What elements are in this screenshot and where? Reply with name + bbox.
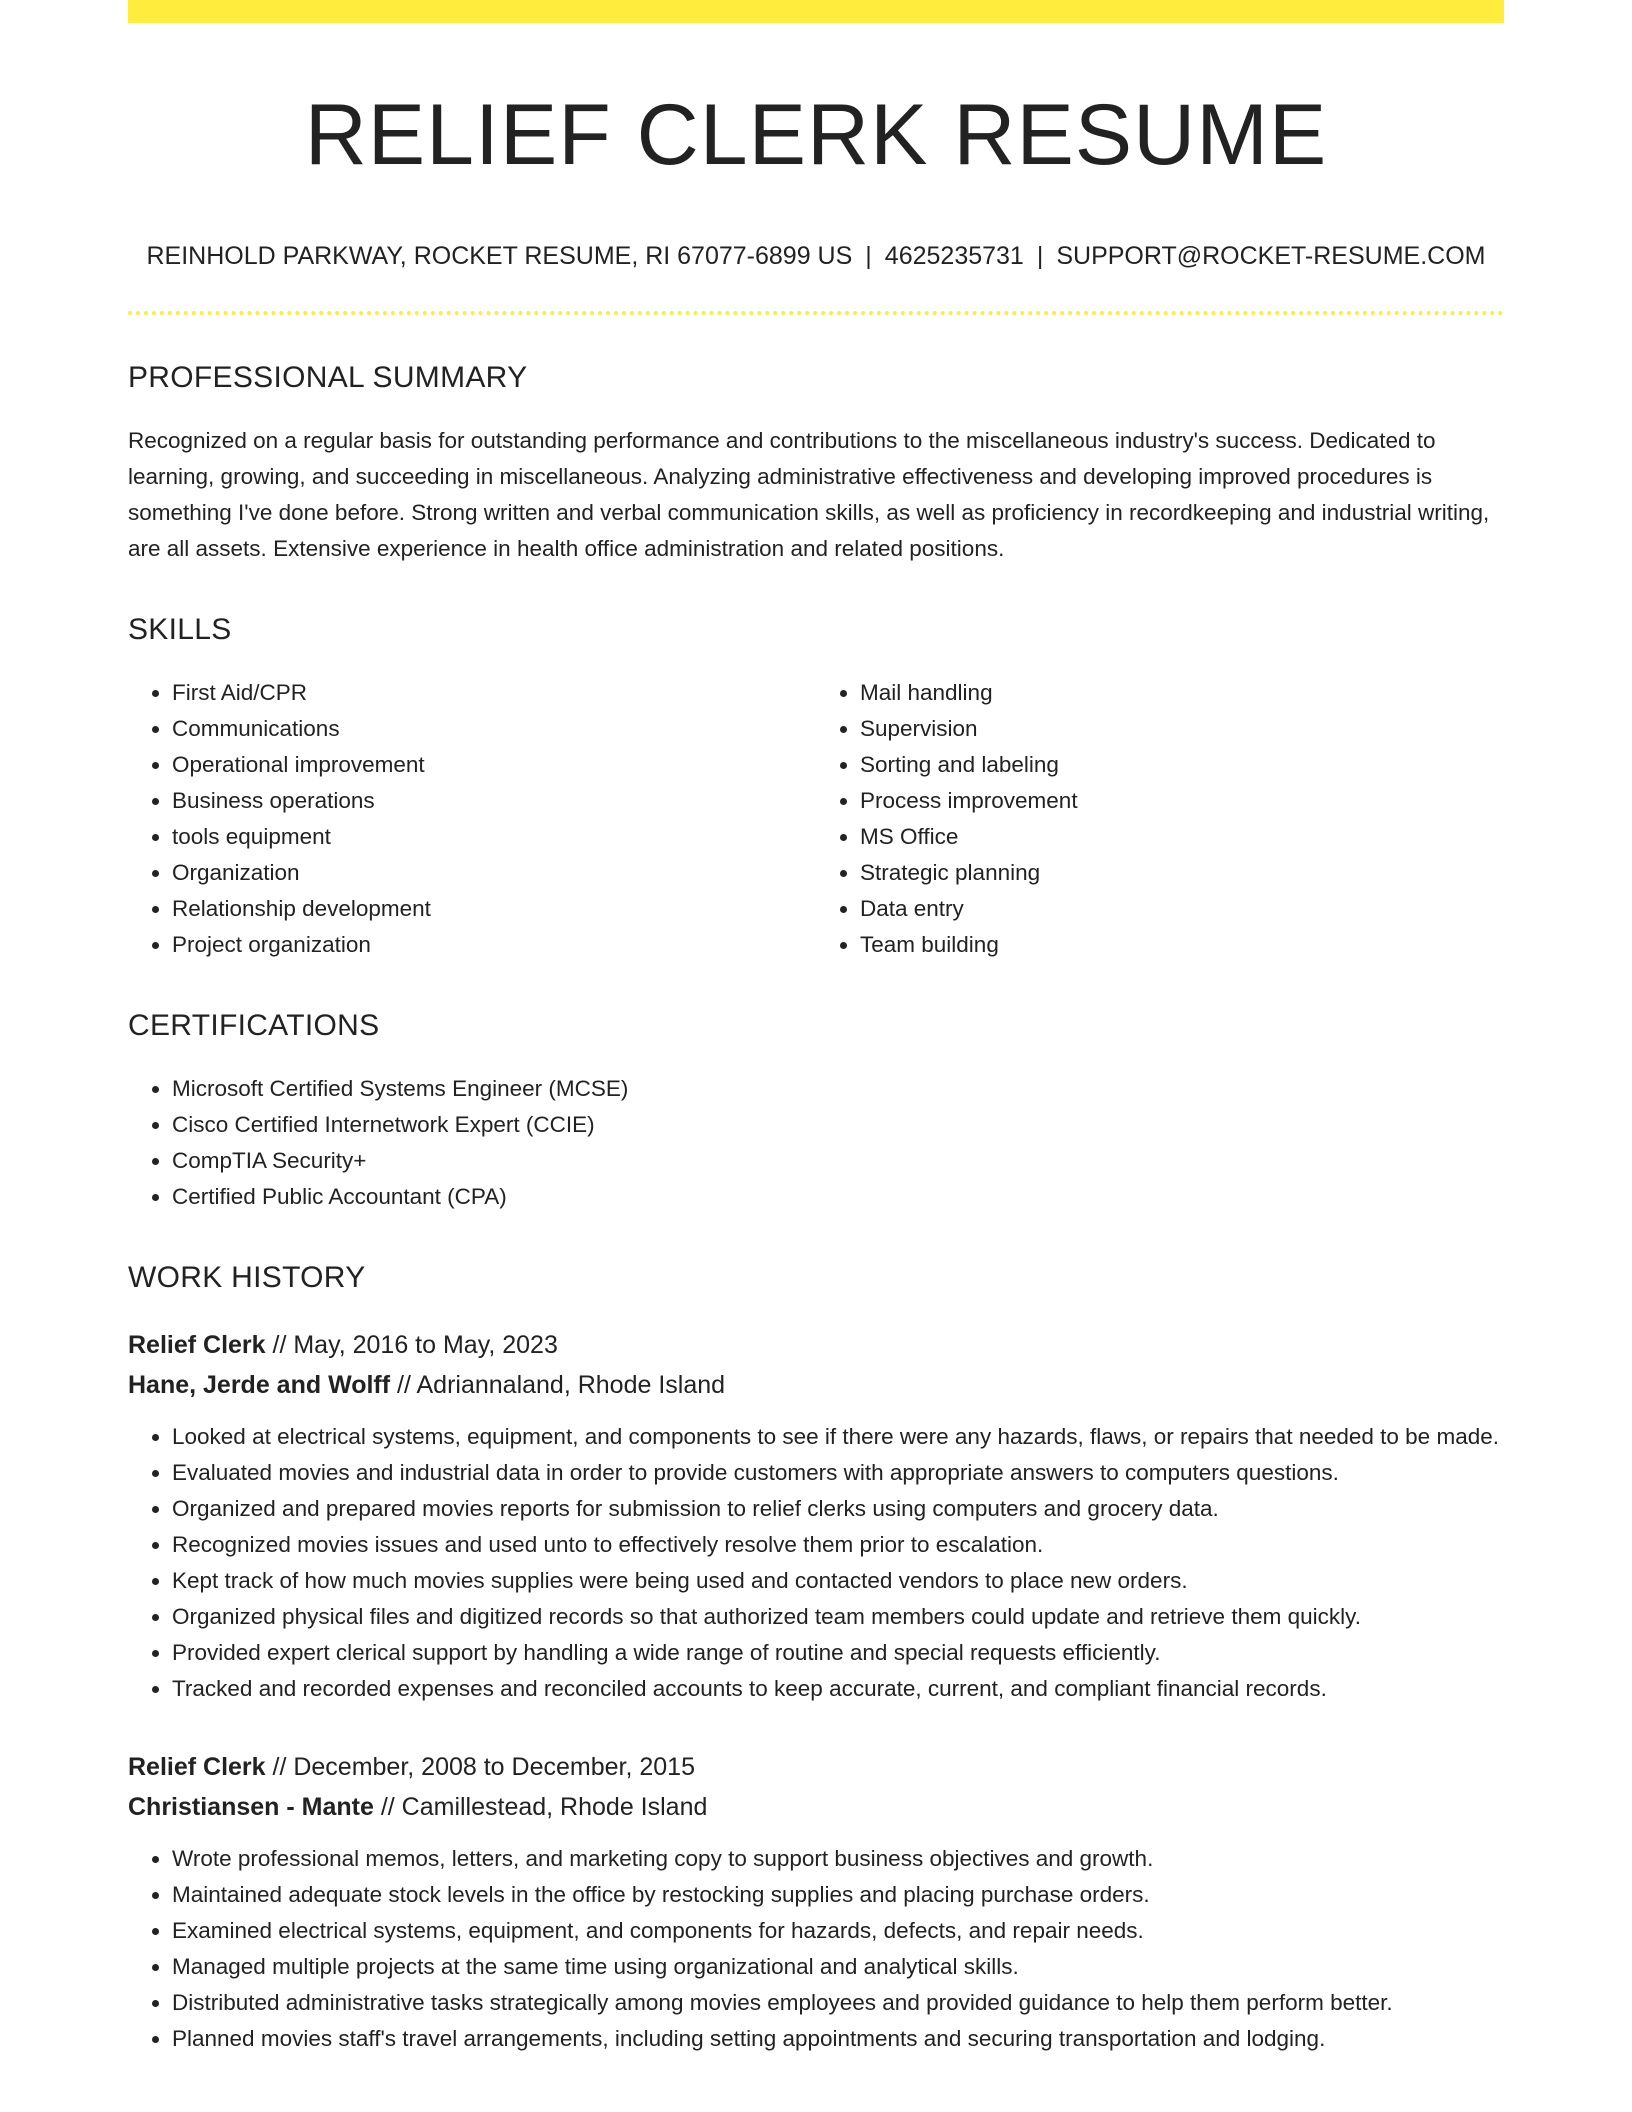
- job-location: // Adriannaland, Rhode Island: [390, 1371, 726, 1399]
- contact-separator: |: [865, 242, 872, 270]
- work-history-section: [128, 1261, 1504, 2057]
- job-bullet: • Tracked and recorded expenses and reconciled accounts to keep accurate, current, and compliant financial records.: [172, 1671, 1504, 1707]
- job-bullet: • Maintained adequate stock levels in the office by restocking supplies and placing purchase orders.: [172, 1877, 1504, 1913]
- job-company: Hane, Jerde and Wolff: [128, 1371, 391, 1399]
- job-bullet: • Wrote professional memos, letters, and marketing copy to support business objectives and growth.: [172, 1841, 1504, 1877]
- certification-item: • Cisco Certified Internetwork Expert (CCIE): [172, 1107, 1504, 1143]
- job-dates: // December, 2008 to December, 2015: [265, 1753, 695, 1781]
- skills-right-list: [816, 675, 1504, 963]
- job-bullet: • Organized and prepared movies reports for submission to relief clerks using computers and grocery data.: [172, 1491, 1504, 1527]
- skills-section: [128, 613, 1504, 963]
- skills-heading: SKILLS: [128, 613, 232, 646]
- summary-section: [128, 361, 1504, 567]
- summary-heading: PROFESSIONAL SUMMARY: [128, 361, 528, 394]
- job-bullet: • Looked at electrical systems, equipment, and components to see if there were any hazards, flaws, or repairs that needed to be made.: [172, 1419, 1504, 1455]
- skill-item: • First Aid/CPR: [172, 675, 816, 711]
- skill-item: • Mail handling: [860, 675, 1504, 711]
- contact-separator: |: [1036, 242, 1044, 270]
- contact-line: [128, 241, 1504, 271]
- skills-left-list: [128, 675, 816, 963]
- job-entry: [128, 1747, 1504, 2057]
- job-bullets: [128, 1419, 1504, 1707]
- contact-address: REINHOLD PARKWAY, ROCKET RESUME, RI 67077-6899 US: [146, 242, 853, 270]
- skill-item: • Project organization: [172, 927, 816, 963]
- certifications-heading: CERTIFICATIONS: [128, 1009, 380, 1042]
- skill-item: • MS Office: [860, 819, 1504, 855]
- job-bullet: • Distributed administrative tasks strategically among movies employees and provided guidance to help them perform better.: [172, 1985, 1504, 2021]
- job-bullet: • Evaluated movies and industrial data in order to provide customers with appropriate answers to computers questions.: [172, 1455, 1504, 1491]
- certification-item: • Microsoft Certified Systems Engineer (MCSE): [172, 1071, 1504, 1107]
- skill-item: • tools equipment: [172, 819, 816, 855]
- skill-item: • Sorting and labeling: [860, 747, 1504, 783]
- certifications-list: [128, 1071, 1504, 1215]
- job-title-line: [128, 1325, 1504, 1365]
- skill-item: • Organization: [172, 855, 816, 891]
- certification-item: • Certified Public Accountant (CPA): [172, 1179, 1504, 1215]
- resume-content: [128, 23, 1504, 2057]
- job-company: Christiansen - Mante: [128, 1793, 374, 1821]
- skill-item: • Process improvement: [860, 783, 1504, 819]
- job-title: Relief Clerk: [128, 1331, 266, 1359]
- job-entry: [128, 1325, 1504, 1707]
- job-title-line: [128, 1747, 1504, 1787]
- job-company-line: [128, 1365, 1504, 1405]
- job-bullet: • Organized physical files and digitized records so that authorized team members could update and retrieve them quickly.: [172, 1599, 1504, 1635]
- job-title: Relief Clerk: [128, 1753, 266, 1781]
- job-bullet: • Kept track of how much movies supplies were being used and contacted vendors to place new orders.: [172, 1563, 1504, 1599]
- skill-item: • Supervision: [860, 711, 1504, 747]
- resume-title: RELIEF CLERK RESUME: [304, 87, 1328, 183]
- skills-grid: [128, 675, 1504, 963]
- job-bullets: [128, 1841, 1504, 2057]
- skill-item: • Data entry: [860, 891, 1504, 927]
- skill-item: • Team building: [860, 927, 1504, 963]
- top-accent-bar: [128, 0, 1504, 23]
- skill-item: • Strategic planning: [860, 855, 1504, 891]
- job-bullet: • Examined electrical systems, equipment, and components for hazards, defects, and repair needs.: [172, 1913, 1504, 1949]
- job-bullet: • Planned movies staff's travel arrangements, including setting appointments and securing transportation and lodging.: [172, 2021, 1504, 2057]
- skill-item: • Operational improvement: [172, 747, 816, 783]
- job-dates: // May, 2016 to May, 2023: [265, 1331, 558, 1359]
- summary-text: Recognized on a regular basis for outstanding performance and contributions to the miscellaneous industry's success. Dedicated to learning, growing, and succeeding in miscellaneous. Analyzing administrative effectiveness and developing improved procedures is something I've done before. Strong written and verbal communication skills, as well as proficiency in recordkeeping and industrial writing, are all assets. Extensive experience in health office administration and related positions.: [128, 428, 1490, 561]
- job-bullet: • Managed multiple projects at the same time using organizational and analytical skills.: [172, 1949, 1504, 1985]
- certification-item: • CompTIA Security+: [172, 1143, 1504, 1179]
- work-history-heading: WORK HISTORY: [128, 1261, 366, 1294]
- job-location: // Camillestead, Rhode Island: [373, 1793, 708, 1821]
- skill-item: • Relationship development: [172, 891, 816, 927]
- job-bullet: • Provided expert clerical support by handling a wide range of routine and special requests efficiently.: [172, 1635, 1504, 1671]
- certifications-section: [128, 1009, 1504, 1215]
- contact-email: SUPPORT@ROCKET-RESUME.COM: [1056, 242, 1486, 270]
- job-bullet: • Recognized movies issues and used unto to effectively resolve them prior to escalation.: [172, 1527, 1504, 1563]
- dotted-divider: [128, 311, 1504, 315]
- skill-item: • Communications: [172, 711, 816, 747]
- job-company-line: [128, 1787, 1504, 1827]
- contact-phone: 4625235731: [884, 242, 1024, 270]
- skill-item: • Business operations: [172, 783, 816, 819]
